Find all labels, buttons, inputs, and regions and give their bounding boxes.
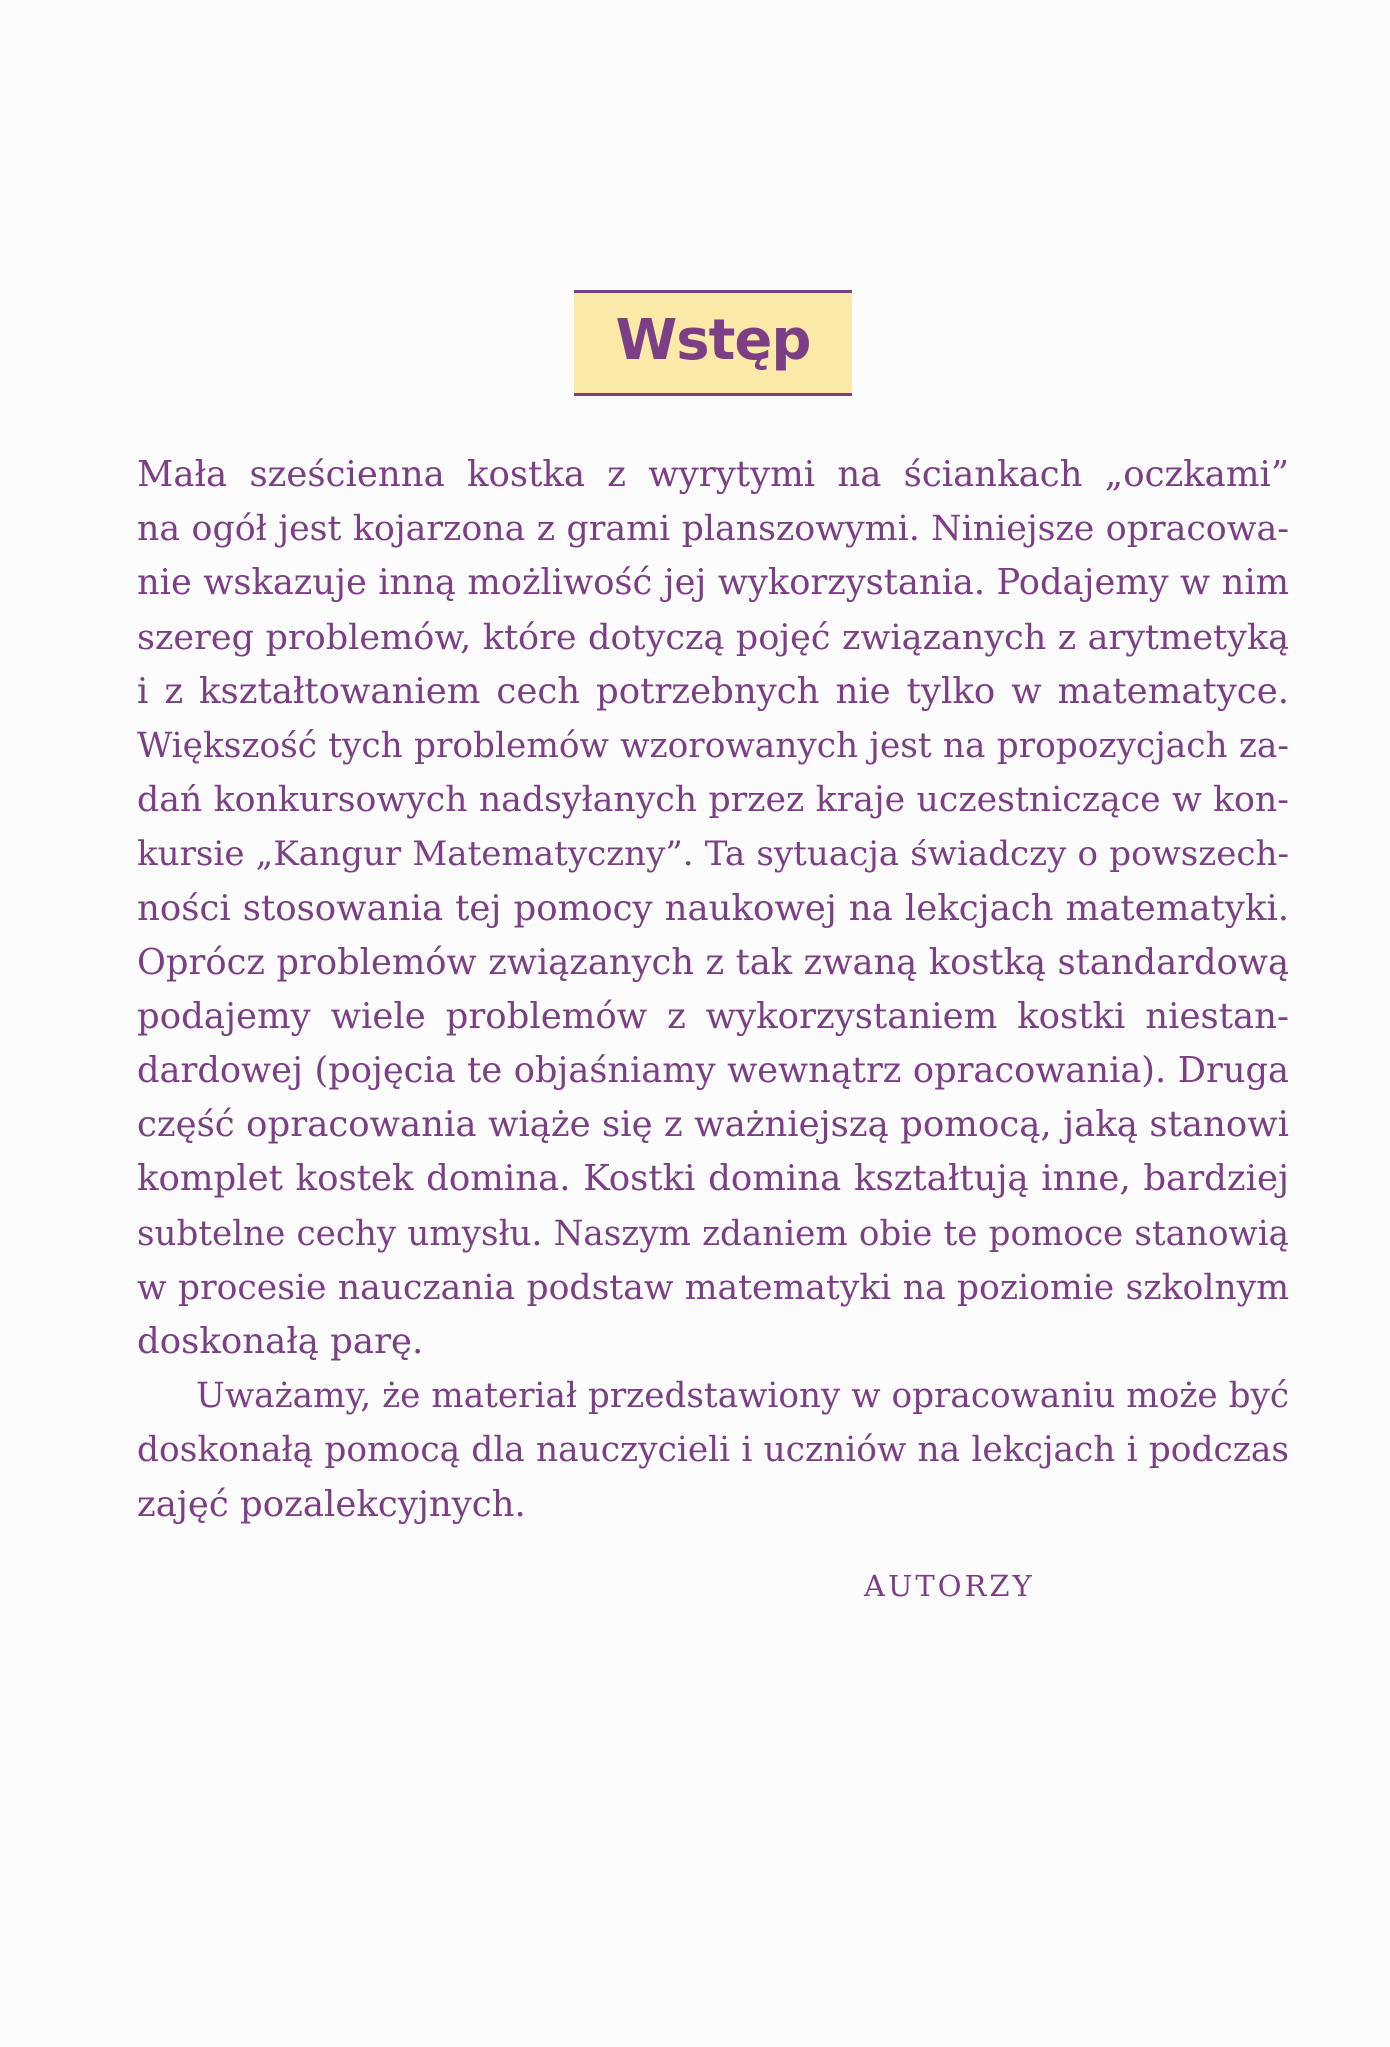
text-line: doskonałą pomocą dla nauczycieli i uczniów na lekcjach i podczas	[137, 1430, 1289, 1471]
text-line: podajemy wiele problemów z wykorzystaniem kostki niestan-	[137, 995, 1289, 1037]
text-line: szereg problemów, które dotyczą pojęć związanych z arytmetyką	[137, 616, 1289, 658]
text-line: część opracowania wiąże się z ważniejszą pomocą, jaką stanowi	[137, 1104, 1289, 1146]
page-title: Wstęp	[615, 308, 811, 373]
text-line: Większość tych problemów wzorowanych jest na propozycjach za-	[137, 725, 1289, 766]
paragraph-1	[137, 448, 1289, 1369]
text-line: w procesie nauczania podstaw matematyki na poziomie szkolnym	[137, 1267, 1289, 1308]
signature: AUTORZY	[864, 1569, 1035, 1603]
text-line: Uważamy, że materiał przedstawiony w opracowaniu może być	[196, 1376, 1289, 1417]
text-line: dań konkursowych nadsyłanych przez kraje uczestniczące w kon-	[137, 780, 1289, 821]
text-line: Oprócz problemów związanych z tak zwaną kostką standardową	[137, 941, 1289, 983]
text-line: ności stosowania tej pomocy naukowej na lekcjach matematyki.	[137, 887, 1289, 929]
text-line: dardowej (pojęcia te objaśniamy wewnątrz opracowania). Druga	[137, 1050, 1289, 1092]
text-line: zajęć pozalekcyjnych.	[137, 1483, 526, 1525]
text-line: doskonałą parę.	[137, 1321, 424, 1362]
text-line: na ogół jest kojarzona z grami planszowymi. Niniejsze opracowa-	[137, 509, 1289, 550]
body-text	[137, 448, 1289, 1532]
paragraph-2	[137, 1369, 1289, 1532]
text-line: i z kształtowaniem cech potrzebnych nie tylko w matematyce.	[137, 670, 1289, 712]
text-line: kursie „Kangur Matematyczny”. Ta sytuacja świadczy o powszech-	[137, 834, 1289, 875]
text-line: subtelne cechy umysłu. Naszym zdaniem obie te pomoce stanowią	[137, 1213, 1289, 1254]
text-line: komplet kostek domina. Kostki domina kształtują inne, bardziej	[137, 1158, 1289, 1200]
title-banner	[574, 290, 852, 396]
text-line: nie wskazuje inną możliwość jej wykorzystania. Podajemy w nim	[137, 562, 1289, 604]
text-line: Mała sześcienna kostka z wyrytymi na ściankach „oczkami”	[137, 454, 1289, 495]
